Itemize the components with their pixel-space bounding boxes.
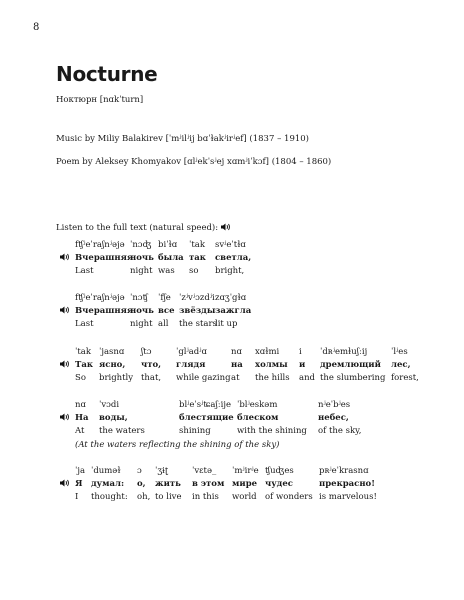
word-english: and [299,373,315,383]
word-russian: холмы [255,360,288,370]
word-russian: Вчерашняя [75,253,134,263]
page-title: Nocturne [56,62,158,86]
word-ipa: svʲeˈtɫɑ [215,240,246,250]
word-english: world [232,492,257,502]
word-english: that, [141,373,162,383]
word-ipa: ˈnɔʤ [130,240,152,250]
word-english: the stars [179,319,217,329]
word-ipa: ʃtɔ [141,347,152,357]
word [179,399,234,438]
word-ipa: ˈfʃe [158,293,171,303]
word-english: At [75,426,85,436]
word [189,239,206,278]
word [130,292,154,331]
word-english: the slumbering [320,373,386,383]
word-ipa: ʧuʤes [265,466,294,476]
word-russian: глядя [176,360,206,370]
listen-row [56,223,231,233]
word-russian: что, [141,360,162,370]
word-russian: ясно, [99,360,126,370]
word-ipa: fʧʲeˈraʃnʲəjə [75,240,125,250]
word-english: Last [75,319,94,329]
word-english: so [189,266,199,276]
word-english: oh, [137,492,151,502]
word-russian: думал: [91,479,125,489]
word-ipa: ˈvɔdi [99,400,120,410]
speaker-icon[interactable] [60,306,70,314]
word-english: while gazing [176,373,231,383]
word-russian: дремлющий [320,360,381,370]
word-russian: звёзды [179,306,216,316]
speaker-icon[interactable] [60,413,70,421]
word [215,292,251,331]
word [99,346,133,385]
word-ipa: ˈtak [75,347,91,357]
music-credit: Music by Miliy Balakirev [ˈmʲilʲij bɑˈɫakʲirʲef] (1837 – 1910) [56,134,309,144]
word-ipa: zɑʒˈgɫɑ [215,293,247,303]
word-english: I [75,492,79,502]
word-russian: и [299,360,306,370]
word-ipa: ˈvɛtə_ [192,466,217,476]
word-english: lit up [215,319,238,329]
word-ipa: ˈlʲes [391,347,408,357]
word-russian: Вчерашняя [75,306,134,316]
word-english: thought: [91,492,128,502]
speaker-icon[interactable] [60,253,70,261]
word-english: of wonders [265,492,313,502]
word-english: bright, [215,266,245,276]
word-ipa: ˈblʲeskəm [237,400,278,410]
word-russian: все [158,306,175,316]
word-ipa: i [299,347,302,357]
word-english: night [130,266,153,276]
word-english: the hills [255,373,290,383]
word-english: with the shining [237,426,307,436]
word-russian: воды, [99,413,128,423]
word [176,346,231,385]
word-russian: была [158,253,184,263]
word-ipa: ˈja [75,466,86,476]
word [255,346,290,385]
word [179,292,217,331]
word-russian: На [75,413,89,423]
word [391,346,419,385]
word-russian: лес, [391,360,411,370]
word-english: night [130,319,153,329]
word [155,465,182,504]
word-english: Last [75,266,94,276]
word-russian: небес, [318,413,349,423]
word-russian: мире [232,479,258,489]
word [141,346,161,385]
word-russian: прекрасно! [319,479,375,489]
word [319,465,377,504]
word [318,399,361,438]
word-ipa: xɑɫmi [255,347,280,357]
word-english: the waters [99,426,145,436]
word-russian: ночь [130,253,154,263]
word-ipa: ˈdʀʲemɫuʃːij [320,347,368,357]
word [192,465,224,504]
word-russian: так [189,253,206,263]
word-english: is marvelous! [319,492,377,502]
word [320,346,385,385]
word-ipa: ˈnɔʧ [130,293,148,303]
translation-note: (At the waters reflecting the shining of the sky) [75,440,280,450]
word [232,465,259,504]
word-russian: на [231,360,243,370]
word [75,465,85,504]
word-russian: Я [75,479,83,489]
word [75,239,133,278]
word [158,292,175,331]
listen-label: Listen to the full text (natural speed): [56,223,219,233]
word-ipa: ˈjasnɑ [99,347,125,357]
speaker-icon[interactable] [60,360,70,368]
word-english: forest, [391,373,419,383]
word [299,346,315,385]
word-english: shining [179,426,211,436]
word-ipa: ˈzʲvʲɔzdʲi [179,293,215,303]
word [158,239,184,278]
word [91,465,128,504]
speaker-icon[interactable] [60,479,70,487]
word-ipa: ˈglʲadʲɑ [176,347,207,357]
word-russian: Так [75,360,93,370]
word-russian: блестящие [179,413,234,423]
word-russian: о, [137,479,146,489]
word [75,346,93,385]
word-russian: зажгла [215,306,252,316]
word-ipa: biˈɫɑ [158,240,178,250]
subtitle: Ноктюрн [nɑkˈturn] [56,95,144,105]
word [137,465,150,504]
page-number: 8 [33,22,40,33]
word-ipa: pʀʲeˈkrasnɑ [319,466,369,476]
word-english: of the sky, [318,426,362,436]
word-english: all [158,319,169,329]
word-ipa: ˈmʲirʲe [232,466,259,476]
word [215,239,251,278]
word-ipa: ˈʒɨʈ [155,466,169,476]
word [75,399,89,438]
word [265,465,313,504]
word-english: So [75,373,86,383]
word-ipa: ˈtak [189,240,205,250]
poem-credit: Poem by Aleksey Khomyakov [ɑlʲekˈsʲej xɑmʲiˈkɔf] (1804 – 1860) [56,157,332,167]
word-ipa: nɑ [75,400,86,410]
word-russian: ночь [130,306,154,316]
word [130,239,154,278]
word-ipa: blʲeˈsʲʨaʃːije [179,400,232,410]
word [231,346,243,385]
word-ipa: fʧʲeˈraʃnʲəjə [75,293,125,303]
word-english: to live [155,492,182,502]
word [237,399,307,438]
word-russian: чудес [265,479,293,489]
word-english: in this [192,492,219,502]
word-english: brightly [99,373,134,383]
word-russian: светла, [215,253,252,263]
word-english: was [158,266,175,276]
word-russian: жить [155,479,181,489]
speaker-icon[interactable] [221,223,231,231]
word-russian: в этом [192,479,225,489]
word-english: at [231,373,240,383]
word-ipa: ɔ [137,466,142,476]
word-ipa: nɑ [231,347,242,357]
word [75,292,133,331]
word-ipa: ˈduməɫ [91,466,121,476]
word-russian: блеском [237,413,279,423]
word-ipa: nʲeˈbʲes [318,400,351,410]
word [99,399,145,438]
